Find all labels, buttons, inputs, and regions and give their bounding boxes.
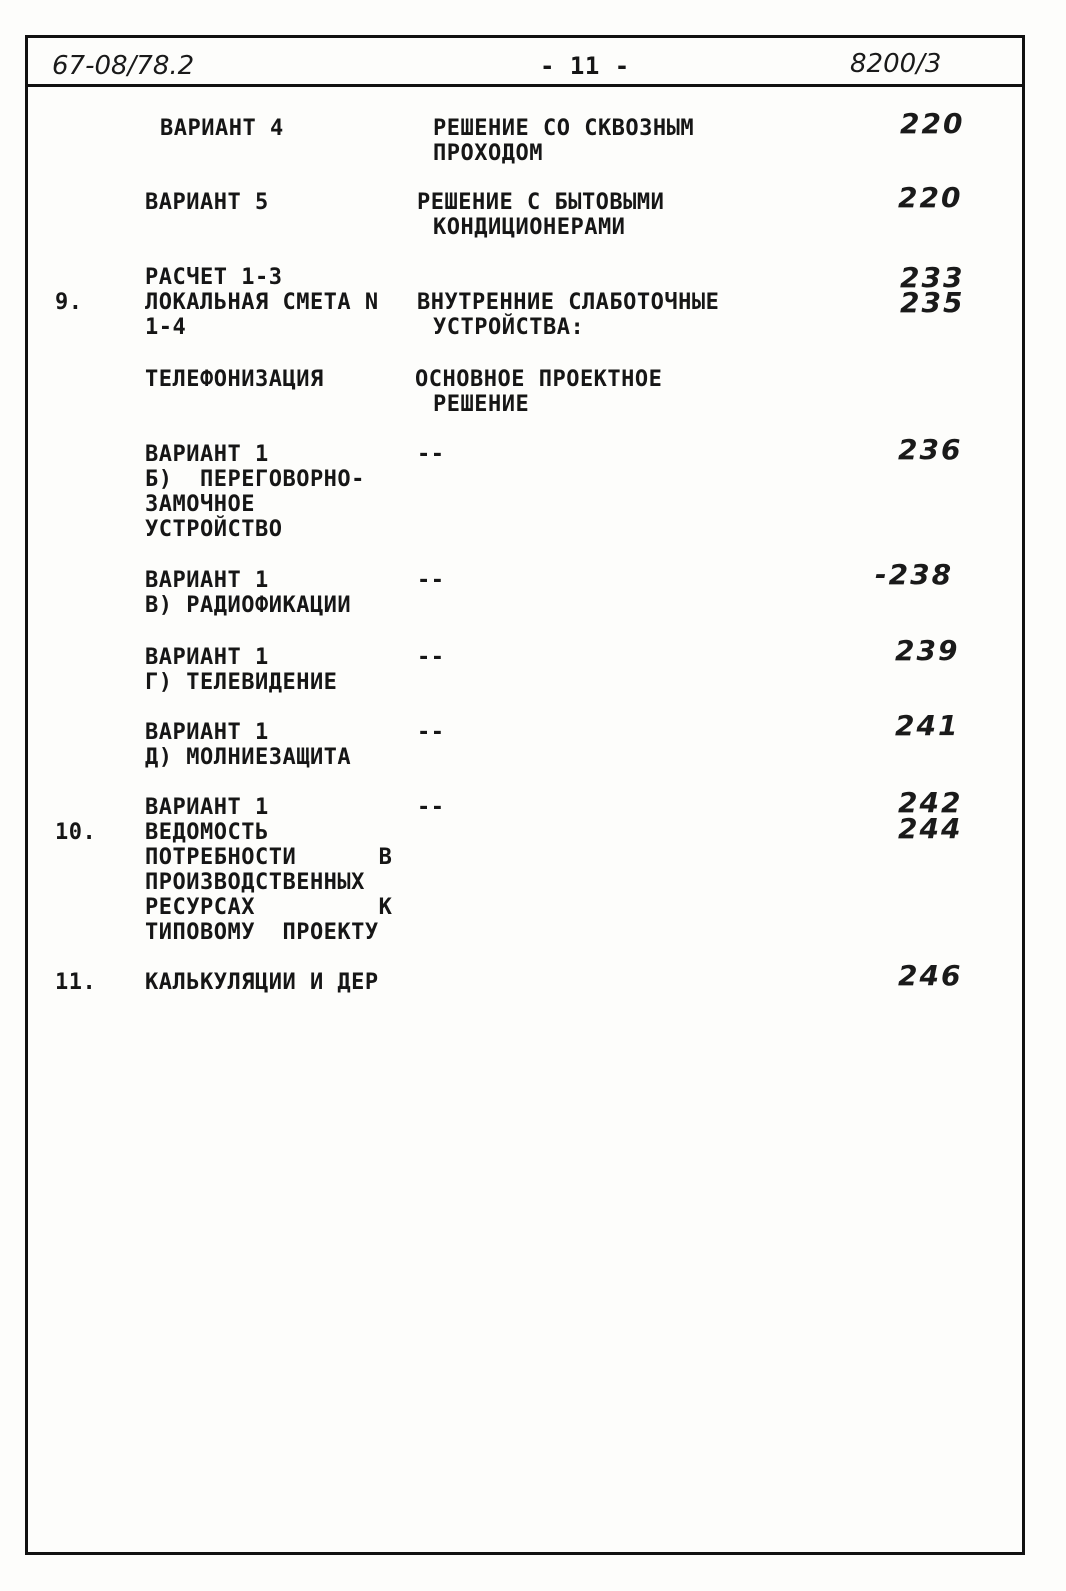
document-code-left: 67-08/78.2 xyxy=(52,51,195,81)
row-v5-desc-2: КОНДИЦИОНЕРАМИ xyxy=(433,215,626,240)
row-10-label-4: ПРОИЗВОДСТВЕННЫХ xyxy=(145,870,365,895)
row-10-page-2: 244 xyxy=(898,812,963,845)
row-c-label-2: В) РАДИОФИКАЦИИ xyxy=(145,593,352,618)
row-v5-page: 220 xyxy=(898,181,963,214)
row-e-label-1: ВАРИАНТ 1 xyxy=(145,720,269,745)
document-code-right: 8200/3 xyxy=(850,49,942,79)
row-9-desc-2: УСТРОЙСТВА: xyxy=(433,315,585,340)
row-11-label: КАЛЬКУЛЯЦИИ И ДЕР xyxy=(145,970,379,995)
page-number: - 11 - xyxy=(540,52,630,80)
row-b-label-4: УСТРОЙСТВО xyxy=(145,517,283,542)
row-b-label-2: Б) ПЕРЕГОВОРНО- xyxy=(145,467,365,492)
row-b-label-1: ВАРИАНТ 1 xyxy=(145,442,269,467)
row-11-number: 11. xyxy=(55,970,97,995)
row-9-label-1: РАСЧЕТ 1-3 xyxy=(145,265,283,290)
row-10-label-6: ТИПОВОМУ ПРОЕКТУ xyxy=(145,920,379,945)
row-e-dash: -- xyxy=(417,720,445,745)
row-c-label-1: ВАРИАНТ 1 xyxy=(145,568,269,593)
row-9-page-1: 233 xyxy=(900,261,965,294)
row-tel-desc-2: РЕШЕНИЕ xyxy=(433,392,530,417)
row-10-label-3: ПОТРЕБНОСТИ В xyxy=(145,845,393,870)
row-9-label-2: ЛОКАЛЬНАЯ СМЕТА N xyxy=(145,290,379,315)
row-v4-page: 220 xyxy=(900,107,965,140)
row-9-desc-1: ВНУТРЕННИЕ СЛАБОТОЧНЫЕ xyxy=(417,290,720,315)
row-v4-desc-1: РЕШЕНИЕ СО СКВОЗНЫМ xyxy=(433,116,695,141)
row-10-page-1: 242 xyxy=(898,786,963,819)
row-d-label-2: Г) ТЕЛЕВИДЕНИЕ xyxy=(145,670,338,695)
row-e-page: 241 xyxy=(895,709,960,742)
row-v4-desc-2: ПРОХОДОМ xyxy=(433,141,543,166)
row-b-label-3: ЗАМОЧНОЕ xyxy=(145,492,255,517)
row-9-label-3: 1-4 xyxy=(145,315,187,340)
row-10-label-2: ВЕДОМОСТЬ xyxy=(145,820,269,845)
row-d-label-1: ВАРИАНТ 1 xyxy=(145,645,269,670)
row-10-label-1: ВАРИАНТ 1 xyxy=(145,795,269,820)
row-d-page: 239 xyxy=(895,634,960,667)
row-11-page: 246 xyxy=(898,959,963,992)
row-10-dash: -- xyxy=(417,795,445,820)
row-c-page: -238 xyxy=(875,558,954,591)
row-10-number: 10. xyxy=(55,820,97,845)
row-tel-desc-1: ОСНОВНОЕ ПРОЕКТНОЕ xyxy=(415,367,663,392)
row-9-number: 9. xyxy=(55,290,83,315)
row-v5-desc-1: РЕШЕНИЕ С БЫТОВЫМИ xyxy=(417,190,665,215)
row-tel-label: ТЕЛЕФОНИЗАЦИЯ xyxy=(145,367,324,392)
row-9-page-2: 235 xyxy=(900,286,965,319)
row-v4-label: ВАРИАНТ 4 xyxy=(160,116,284,141)
row-v5-label: ВАРИАНТ 5 xyxy=(145,190,269,215)
row-d-dash: -- xyxy=(417,645,445,670)
row-b-page: 236 xyxy=(898,433,963,466)
row-b-dash: -- xyxy=(417,442,445,467)
header-divider xyxy=(25,84,1025,87)
row-e-label-2: Д) МОЛНИЕЗАЩИТА xyxy=(145,745,352,770)
row-10-label-5: РЕСУРСАХ К xyxy=(145,895,393,920)
row-c-dash: -- xyxy=(417,568,445,593)
